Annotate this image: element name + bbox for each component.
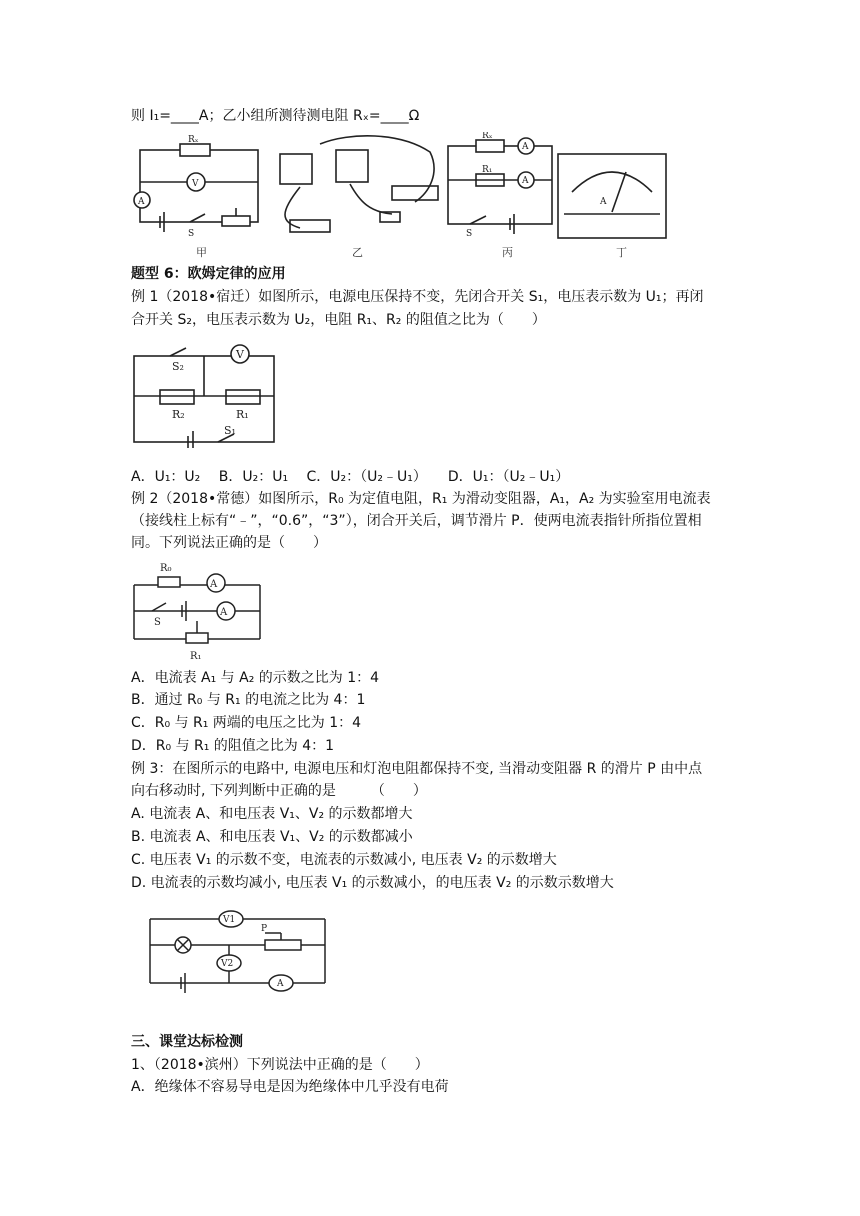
ex2-option-c: C．R₀ 与 R₁ 两端的电压之比为 1：4 <box>131 715 362 731</box>
circuit-figures-top <box>130 132 670 262</box>
svg-text:S: S <box>466 229 473 239</box>
circuit-ex3 <box>145 905 335 997</box>
fill-in-line: 则 I₁=____A；乙小组所测待测电阻 Rₓ=____Ω <box>131 108 420 124</box>
ex3-line2: 向右移动时, 下列判断中正确的是 （ ） <box>131 783 427 799</box>
ex3-line1: 例 3：在图所示的电路中, 电源电压和灯泡电阻都保持不变, 当滑动变阻器 R 的滑片 P 由中点 <box>131 761 703 777</box>
svg-text:S: S <box>188 229 195 239</box>
svg-text:R₁: R₁ <box>482 165 493 175</box>
ex1-line1: 例 1（2018•宿迁）如图所示，电源电压保持不变，先闭合开关 S₁，电压表示数为 U₁；再闭 <box>131 289 704 305</box>
ex2-option-a: A．电流表 A₁ 与 A₂ 的示数之比为 1：4 <box>131 670 380 686</box>
circuit-bing <box>448 138 552 234</box>
svg-text:V: V <box>192 179 199 189</box>
svg-text:A: A <box>522 176 529 186</box>
caption-yi: 乙 <box>352 246 363 259</box>
ex2-line2: （接线柱上标有“﹣”，“0.6”，“3”），闭合开关后，调节滑片 P．使两电流表指针所指位置相 <box>131 513 702 529</box>
circuit-yi <box>280 136 438 232</box>
circuit-ex2 <box>130 555 270 663</box>
ex2-line1: 例 2（2018•常德）如图所示，R₀ 为定值电阻，R₁ 为滑动变阻器，A₁，A₂ 为实验室用电流表 <box>131 491 711 507</box>
svg-text:V1: V1 <box>223 915 236 925</box>
svg-text:A: A <box>600 197 607 207</box>
caption-ding: 丁 <box>616 246 627 259</box>
ammeter-ding <box>558 154 666 238</box>
svg-text:Rₓ: Rₓ <box>482 132 493 141</box>
ex2-option-d: D．R₀ 与 R₁ 的阻值之比为 4：1 <box>131 738 335 754</box>
svg-text:S₁: S₁ <box>224 424 236 437</box>
ex2-option-b: B．通过 R₀ 与 R₁ 的电流之比为 4：1 <box>131 692 366 708</box>
svg-text:R₁: R₁ <box>236 408 249 421</box>
svg-text:A: A <box>210 579 218 590</box>
ex1-options: A．U₁：U₂ B．U₂：U₁ C．U₂：（U₂﹣U₁） D．U₁：（U₂﹣U₁） <box>131 469 570 485</box>
svg-text:V: V <box>236 348 244 361</box>
q1-option-a: A．绝缘体不容易导电是因为绝缘体中几乎没有电荷 <box>131 1079 449 1095</box>
svg-text:V2: V2 <box>221 959 234 969</box>
ex3-option-a: A. 电流表 A、和电压表 V₁、V₂ 的示数都增大 <box>131 806 413 822</box>
circuit-ex1 <box>130 338 280 448</box>
svg-text:P: P <box>261 924 268 934</box>
ex3-option-b: B. 电流表 A、和电压表 V₁、V₂ 的示数都减小 <box>131 829 413 845</box>
section3-title: 三、课堂达标检测 <box>131 1034 243 1050</box>
section6-title: 题型 6：欧姆定律的应用 <box>131 266 286 282</box>
caption-jia: 甲 <box>196 246 207 259</box>
ex2-line3: 同。下列说法正确的是（ ） <box>131 535 327 551</box>
svg-text:R₂: R₂ <box>172 408 185 421</box>
ex3-option-c: C. 电压表 V₁ 的示数不变，电流表的示数减小, 电压表 V₂ 的示数增大 <box>131 852 557 868</box>
caption-bing: 丙 <box>502 246 513 259</box>
ex1-line2: 合开关 S₂，电压表示数为 U₂，电阻 R₁、R₂ 的阻值之比为（ ） <box>131 312 546 328</box>
svg-text:A: A <box>220 607 228 618</box>
svg-text:Rₓ: Rₓ <box>188 135 199 145</box>
ex3-option-d: D. 电流表的示数均减小, 电压表 V₁ 的示数减小，的电压表 V₂ 的示数示数增大 <box>131 875 614 891</box>
svg-text:S: S <box>154 617 161 628</box>
svg-text:A: A <box>522 142 529 152</box>
svg-text:A: A <box>138 197 145 207</box>
svg-text:R₁: R₁ <box>190 651 202 662</box>
svg-text:S₂: S₂ <box>172 360 184 373</box>
svg-text:A: A <box>277 979 284 989</box>
q1-stem: 1、（2018•滨州）下列说法中正确的是（ ） <box>131 1057 429 1073</box>
svg-text:R₀: R₀ <box>160 563 172 574</box>
